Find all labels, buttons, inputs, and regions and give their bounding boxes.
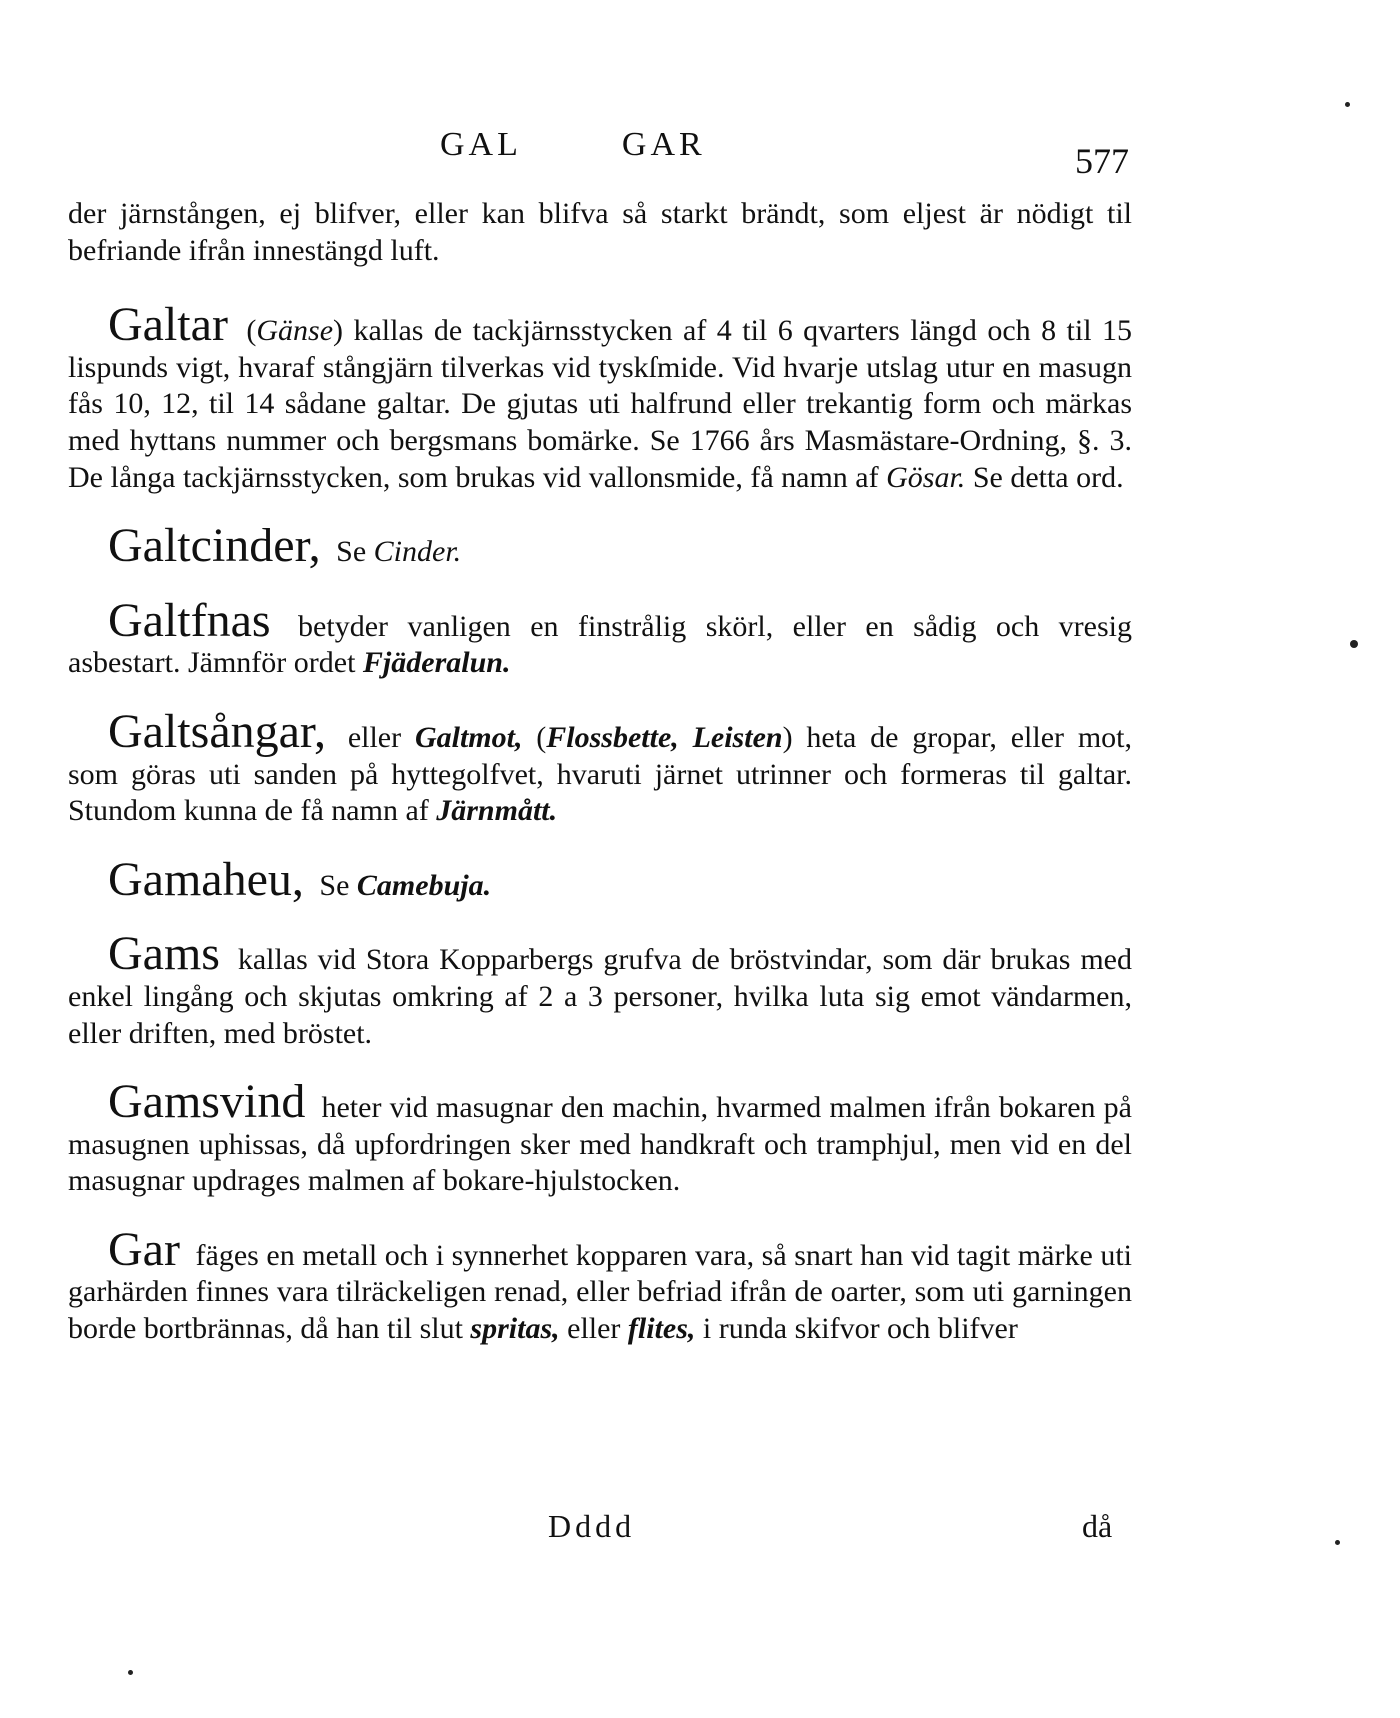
signature-mark: Dddd bbox=[548, 1508, 636, 1544]
entry-headword: Gams bbox=[108, 927, 220, 981]
entry-headword: Galtfnas bbox=[108, 593, 271, 647]
running-head-right: GAR bbox=[621, 126, 706, 163]
entry-text-run: eller bbox=[334, 720, 415, 754]
catchword: då bbox=[1082, 1508, 1113, 1544]
dictionary-entry bbox=[68, 1075, 1132, 1200]
entry-text-run: Gösar. bbox=[886, 460, 966, 494]
entry-headword: Gar bbox=[108, 1222, 180, 1276]
entry-text-run: Fjäderalun. bbox=[362, 646, 511, 680]
entry-text-run: ( bbox=[235, 314, 257, 348]
entry-text-run: ( bbox=[522, 720, 547, 754]
entry-text-run: i runda skifvor och blifver bbox=[695, 1312, 1018, 1346]
continuation-paragraph: der järnstången, ej blifver, eller kan blifva så starkt brändt, som eljest är nödigt til befriande ifrån innestängd luft. bbox=[68, 197, 1132, 267]
dictionary-entry bbox=[68, 519, 1132, 573]
scan-speck bbox=[1345, 102, 1350, 107]
entry-text-run: Se bbox=[311, 868, 357, 902]
entry-list bbox=[68, 298, 1133, 1347]
entry-text-run: fäges en metall och i synnerhet kopparen vara, så snart han vid tagit märke uti garhärden finnes vara tilräckeligen renad, eller befriad ifrån de oarter, som uti garningen borde bortbrännas, då han til slut bbox=[68, 1238, 1132, 1346]
entry-text-run: eller bbox=[559, 1312, 628, 1346]
entry-headword: Galtsångar, bbox=[108, 704, 326, 758]
entry-text-run: ) heta de gropar, eller mot, som göras uti sanden på hyttegolfvet, hvaruti järnet utrinner och formeras til galtar. Stundom kunna de få namn af bbox=[68, 720, 1133, 828]
entry-text-run: kallas vid Stora Kopparbergs grufva de bröstvindar, som där brukas med enkel lingång och skjutas omkring af 2 a 3 personer, hvilka luta sig emot vändarmen, eller driften, med bröstet. bbox=[68, 943, 1132, 1050]
entry-text-run: spritas, bbox=[470, 1312, 560, 1346]
entry-text-run: Camebuja. bbox=[356, 868, 492, 902]
page-footer bbox=[0, 1508, 1400, 1552]
dictionary-entry bbox=[68, 704, 1133, 830]
entry-headword: Gamaheu, bbox=[108, 852, 304, 906]
entry-text-run: Se detta ord. bbox=[965, 460, 1124, 494]
dictionary-body bbox=[68, 196, 1132, 1378]
scan-speck bbox=[1335, 1540, 1340, 1545]
scan-speck bbox=[128, 1670, 133, 1675]
entry-text-run: betyder vanligen en finstrålig skörl, eller en sådig och vresig asbestart. Jämnför ordet bbox=[68, 609, 1132, 680]
entry-text-run: heter vid masugnar den machin, hvarmed malmen ifrån bokaren på masugnen uphissas, då upfordringen sker med handkraft och tramphjul, men vid en del masugnar updrages malmen af bokare-hjulstocken. bbox=[68, 1091, 1132, 1198]
dictionary-entry bbox=[68, 852, 1132, 906]
entry-headword: Galtar bbox=[108, 298, 228, 352]
running-head bbox=[440, 126, 706, 164]
page-header bbox=[0, 118, 1400, 181]
entry-text-run: Se bbox=[328, 535, 374, 569]
entry-headword: Gamsvind bbox=[108, 1075, 306, 1129]
entry-text-run: Flossbette, Leisten bbox=[546, 720, 783, 754]
dictionary-entry bbox=[68, 927, 1132, 1052]
entry-text-run: ) kallas de tackjärnsstycken af 4 til 6 qvarters längd och 8 til 15 lispunds vigt, hvaraf stångjärn tilverkas vid tyskſmide. Vid hvarje utslag utur en masugn fås 10, 12, til 14 sådane galtar. De gjutas uti halfrund eller trekantig form och märkas med hyttans nummer och bergsmans bomärke. Se 1766 års Masmästare-Ordning, §. 3. De långa tackjärnsstycken, som brukas vid vallonsmide, få namn af bbox=[68, 314, 1132, 494]
entry-text-run: Järnmått. bbox=[436, 794, 558, 828]
scan-speck bbox=[1350, 640, 1358, 648]
dictionary-entry bbox=[68, 1222, 1132, 1348]
entry-text-run: Gänse bbox=[256, 314, 334, 348]
entry-text-run: Galtmot, bbox=[414, 720, 523, 754]
entry-headword: Galtcinder, bbox=[108, 519, 321, 573]
running-head-left: GAL bbox=[440, 126, 522, 163]
dictionary-entry bbox=[68, 298, 1132, 496]
dictionary-entry bbox=[68, 593, 1132, 682]
entry-text-run: flites, bbox=[627, 1312, 696, 1346]
page-number: 577 bbox=[1075, 141, 1129, 181]
entry-text-run: Cinder. bbox=[373, 535, 462, 569]
